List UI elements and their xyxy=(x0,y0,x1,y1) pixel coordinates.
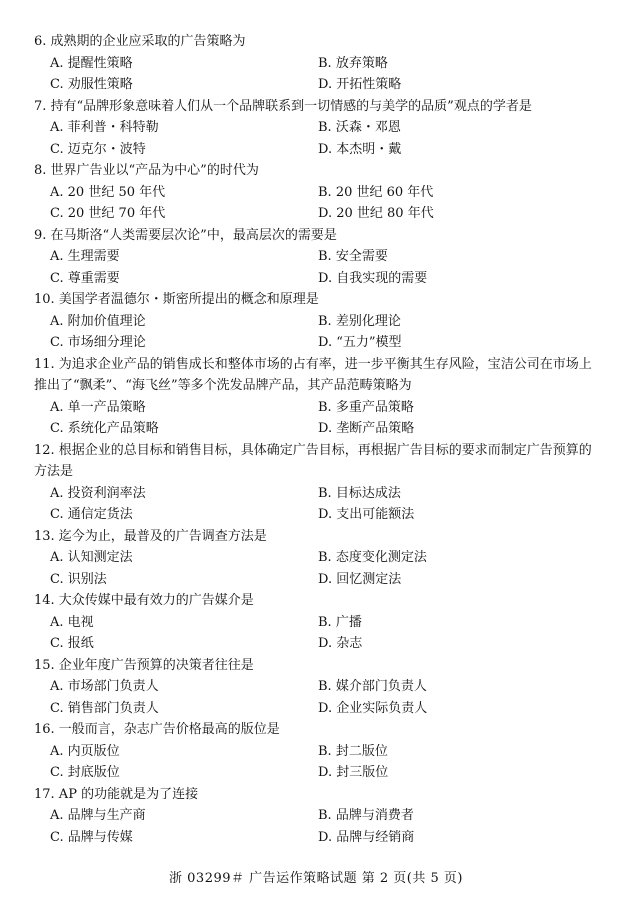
option-d: D. 品牌与经销商 xyxy=(318,829,415,845)
option-b: B. 目标达成法 xyxy=(318,485,401,501)
question-12 xyxy=(34,440,604,526)
option-a: A. 生理需要 xyxy=(50,249,120,264)
question-stem: 13. 迄今为止，最普及的广告调查方法是 xyxy=(34,528,267,544)
option-b: B. 差别化理论 xyxy=(318,313,401,329)
option-d: D. 杂志 xyxy=(318,636,363,651)
option-b: B. 品牌与消费者 xyxy=(318,808,414,823)
question-options xyxy=(34,483,604,526)
option-c: C. 市场细分理论 xyxy=(50,335,146,350)
option-d: D. 自我实现的需要 xyxy=(318,270,428,286)
option-d: D. 支出可能额法 xyxy=(318,507,415,522)
question-stem: 10. 美国学者温德尔・斯密所提出的概念和原理是 xyxy=(34,292,319,307)
option-b: B. 安全需要 xyxy=(318,249,388,264)
page-footer: 浙 03299＃ 广告运作策略试题 第 2 页(共 5 页) xyxy=(169,871,463,886)
question-options xyxy=(34,53,604,96)
option-a: A. 认知测定法 xyxy=(50,550,133,565)
option-a: A. 投资利润率法 xyxy=(50,485,146,501)
question-6 xyxy=(34,31,604,96)
question-stem: 9. 在马斯洛“人类需要层次论”中，最高层次的需要是 xyxy=(34,227,337,243)
question-8 xyxy=(34,160,604,225)
question-14 xyxy=(34,590,604,655)
question-13 xyxy=(34,526,604,591)
question-stem: 7. 持有“品牌形象意味着人们从一个品牌联系到一切情感的与美学的品质”观点的学者是 xyxy=(34,98,532,114)
question-stem: 11. 为追求企业产品的销售成长和整体市场的占有率，进一步平衡其生存风险，宝洁公司在市场上推出了“飘柔”、“海飞丝”等多个洗发品牌产品，其产品范畴策略为 xyxy=(34,356,592,393)
option-a: A. 20 世纪 50 年代 xyxy=(50,184,166,200)
question-options xyxy=(34,182,604,225)
option-b: B. 放弃策略 xyxy=(318,55,388,71)
option-c: C. 封底版位 xyxy=(50,765,120,780)
option-d: D. 回忆测定法 xyxy=(318,571,402,587)
option-c: C. 报纸 xyxy=(50,636,94,651)
option-a: A. 品牌与生产商 xyxy=(50,808,146,823)
question-options xyxy=(34,805,604,848)
option-a: A. 附加价值理论 xyxy=(50,313,146,329)
question-9 xyxy=(34,225,604,290)
option-b: B. 广播 xyxy=(318,614,362,630)
question-options xyxy=(34,741,604,784)
question-stem: 12. 根据企业的总目标和销售目标，具体确定广告目标，再根据广告目标的要求而制定广告预算的方法是 xyxy=(34,442,592,479)
option-c: C. 品牌与传媒 xyxy=(50,829,133,845)
question-options xyxy=(34,397,604,440)
option-a: A. 内页版位 xyxy=(50,743,120,759)
question-11 xyxy=(34,354,604,440)
option-b: B. 沃森・邓恩 xyxy=(318,120,401,135)
question-options xyxy=(34,117,604,160)
option-d: D. 企业实际负责人 xyxy=(318,700,428,716)
question-options xyxy=(34,676,604,719)
question-options xyxy=(34,547,604,590)
question-stem: 15. 企业年度广告预算的决策者往往是 xyxy=(34,657,254,673)
option-b: B. 20 世纪 60 年代 xyxy=(318,184,434,200)
option-c: C. 20 世纪 70 年代 xyxy=(50,206,166,221)
question-7 xyxy=(34,96,604,161)
question-stem: 6. 成熟期的企业应采取的广告策略为 xyxy=(34,34,246,49)
option-d: D. 垄断产品策略 xyxy=(318,421,415,436)
question-options xyxy=(34,612,604,655)
option-d: D. 本杰明・戴 xyxy=(318,141,402,157)
option-a: A. 市场部门负责人 xyxy=(50,679,159,694)
option-d: D. “五力”模型 xyxy=(318,335,402,350)
option-a: A. 菲利普・科特勒 xyxy=(50,120,159,135)
option-d: D. 开拓性策略 xyxy=(318,77,402,92)
option-b: B. 封二版位 xyxy=(318,743,388,759)
question-16 xyxy=(34,719,604,784)
option-a: A. 单一产品策略 xyxy=(50,399,146,415)
question-10 xyxy=(34,289,604,354)
option-b: B. 多重产品策略 xyxy=(318,399,414,415)
option-d: D. 封三版位 xyxy=(318,765,389,780)
option-a: A. 电视 xyxy=(50,614,94,630)
question-options xyxy=(34,246,604,289)
question-stem: 16. 一般而言，杂志广告价格最高的版位是 xyxy=(34,722,280,737)
exam-page xyxy=(34,31,604,848)
option-c: C. 系统化产品策略 xyxy=(50,421,159,436)
question-stem: 14. 大众传媒中最有效力的广告媒介是 xyxy=(34,593,254,608)
question-stem: 17. AP 的功能就是为了连接 xyxy=(34,786,199,802)
option-c: C. 尊重需要 xyxy=(50,270,120,286)
option-b: B. 媒介部门负责人 xyxy=(318,679,427,694)
option-c: C. 通信定货法 xyxy=(50,507,133,522)
option-a: A. 提醒性策略 xyxy=(50,55,133,71)
question-options xyxy=(34,311,604,354)
option-b: B. 态度变化测定法 xyxy=(318,550,427,565)
option-c: C. 销售部门负责人 xyxy=(50,700,159,716)
option-c: C. 识别法 xyxy=(50,571,107,587)
option-c: C. 劝服性策略 xyxy=(50,77,133,92)
question-stem: 8. 世界广告业以“产品为中心”的时代为 xyxy=(34,163,259,178)
option-d: D. 20 世纪 80 年代 xyxy=(318,206,434,221)
question-17 xyxy=(34,784,604,849)
question-15 xyxy=(34,655,604,720)
option-c: C. 迈克尔・波特 xyxy=(50,141,146,157)
